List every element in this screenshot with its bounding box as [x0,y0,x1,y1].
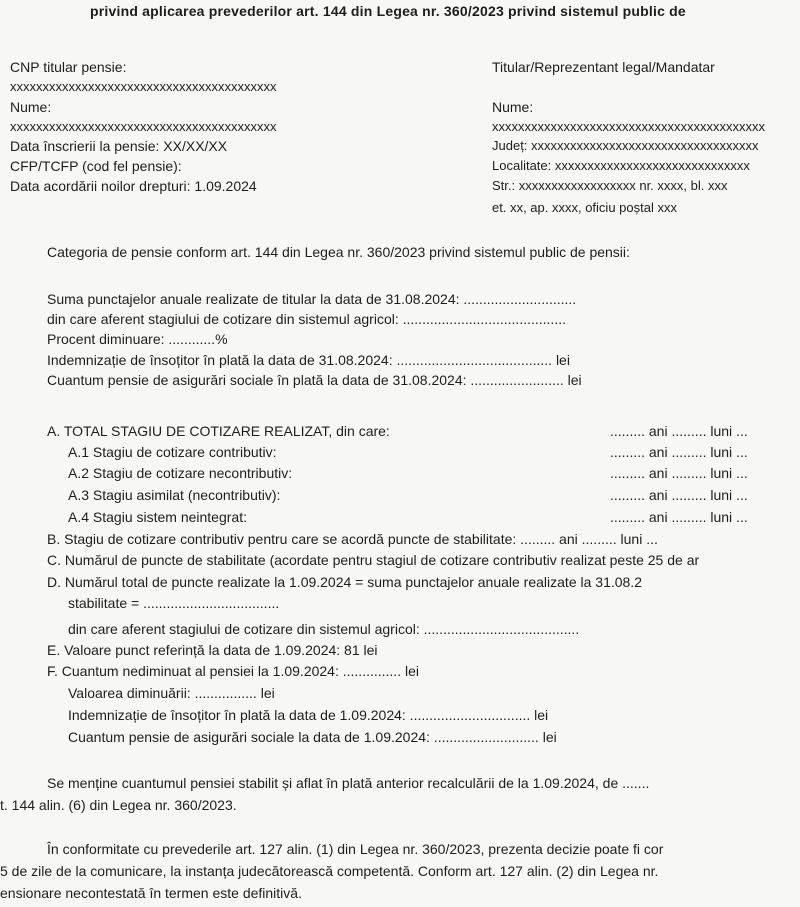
suma-punctajelor: Suma punctajelor anuale realizate de titular la data de 31.08.2024: ............................. [47,291,577,307]
indemnizatie-0901: Indemnizație de însoțitor în plată la data de 1.09.2024: ............................... lei [68,707,549,723]
stagiu-b: B. Stagiu de cotizare contributiv pentru care se acordă puncte de stabilitate: ......... ani ......... luni ... [47,531,658,547]
stabilitate: stabilitate = ................................... [68,595,280,611]
etaj-ap: et. xx, ap. xxxx, oficiu poștal xxx [492,200,677,215]
mentine-line-2: t. 144 alin. (6) din Legea nr. 360/2023. [0,797,237,813]
strada: Str.: xxxxxxxxxxxxxxxxxx nr. xxxx, bl. xxx [492,178,728,193]
mentine-line-1: Se menține cuantumul pensiei stabilit și aflat în plată anterior recalculării de la 1.09.2024, de ....... [47,775,650,791]
stagiu-a1-label: A.1 Stagiu de cotizare contributiv: [68,444,277,460]
valoare-punct: E. Valoare punct referință la data de 1.09.2024: 81 lei [47,642,378,658]
conform-line-1: În conformitate cu prevederile art. 127 alin. (1) din Legea nr. 360/2023, prezenta decizie poate fi cor [47,841,664,857]
cuantum-0831: Cuantum pensie de asigurări sociale în plată la data de 31.08.2024: ........................ lei [47,372,582,388]
stagiu-a1-value: ......... ani ......... luni ... [610,444,748,460]
nume-label-right: Nume: [492,99,534,115]
stagiu-a4-label: A.4 Stagiu sistem neintegrat: [68,509,247,525]
data-acordarii: Data acordării noilor drepturi: 1.09.2024 [10,178,257,194]
data-inscrierii: Data înscrierii la pensie: XX/XX/XX [10,138,228,154]
stagiu-a-label: A. TOTAL STAGIU DE COTIZARE REALIZAT, din care: [47,423,390,439]
valoarea-diminuarii: Valoarea diminuării: ................ lei [68,685,275,701]
stagiu-a3-value: ......... ani ......... luni ... [610,487,748,503]
nume-value-right: xxxxxxxxxxxxxxxxxxxxxxxxxxxxxxxxxxxxxxxxxx [492,119,765,134]
cuantum-nediminuat: F. Cuantum nediminuat al pensiei la 1.09.2024: ............... lei [47,663,419,679]
nume-value-left: xxxxxxxxxxxxxxxxxxxxxxxxxxxxxxxxxxxxxxxxx [10,119,277,134]
stagiu-a2-value: ......... ani ......... luni ... [610,465,748,481]
categoria-pensie: Categoria de pensie conform art. 144 din Legea nr. 360/2023 privind sistemul public de pensii: [47,244,630,260]
header-line: privind aplicarea prevederilor art. 144 din Legea nr. 360/2023 privind sistemul public de [90,3,686,19]
din-care-agricol-2: din care aferent stagiului de cotizare din sistemul agricol: ........................................ [68,621,580,637]
cnp-value: xxxxxxxxxxxxxxxxxxxxxxxxxxxxxxxxxxxxxxxxx [10,79,277,94]
nume-label-left: Nume: [10,99,52,115]
din-care-agricol: din care aferent stagiului de cotizare din sistemul agricol: .......................................... [47,311,566,327]
cfp-label: CFP/TCFP (cod fel pensie): [10,158,182,174]
titular-label: Titular/Reprezentant legal/Mandatar [492,59,715,75]
indemnizatie-0831: Indemnizație de însoțitor în plată la data de 31.08.2024: ........................................ lei [47,352,570,368]
cuantum-0901: Cuantum pensie de asigurări sociale la data de 1.09.2024: ........................... lei [68,729,557,745]
conform-line-3: ensionare necontestată în termen este definitivă. [0,885,302,901]
judet: Județ: xxxxxxxxxxxxxxxxxxxxxxxxxxxxxxxxxxx [492,138,759,153]
conform-line-2: 5 de zile de la comunicare, la instanța judecătorească competentă. Conform art. 127 alin. (2) din Legea nr. [0,863,659,879]
stagiu-a2-label: A.2 Stagiu de cotizare necontributiv: [68,465,293,481]
stagiu-a3-label: A.3 Stagiu asimilat (necontributiv): [68,487,281,503]
localitate: Localitate: xxxxxxxxxxxxxxxxxxxxxxxxxxxxxx [492,158,750,173]
cnp-label: CNP titular pensie: [10,59,127,75]
total-puncte: D. Numărul total de puncte realizate la 1.09.2024 = suma punctajelor anuale realizate la 31.08.2 [47,574,642,590]
stagiu-a-value: ......... ani ......... luni ... [610,423,748,439]
procent-diminuare: Procent diminuare: ............% [47,331,228,347]
puncte-stabilitate: C. Numărul de puncte de stabilitate (acordate pentru stagiul de cotizare contributiv realizat peste 25 de ar [47,552,700,568]
stagiu-a4-value: ......... ani ......... luni ... [610,509,748,525]
